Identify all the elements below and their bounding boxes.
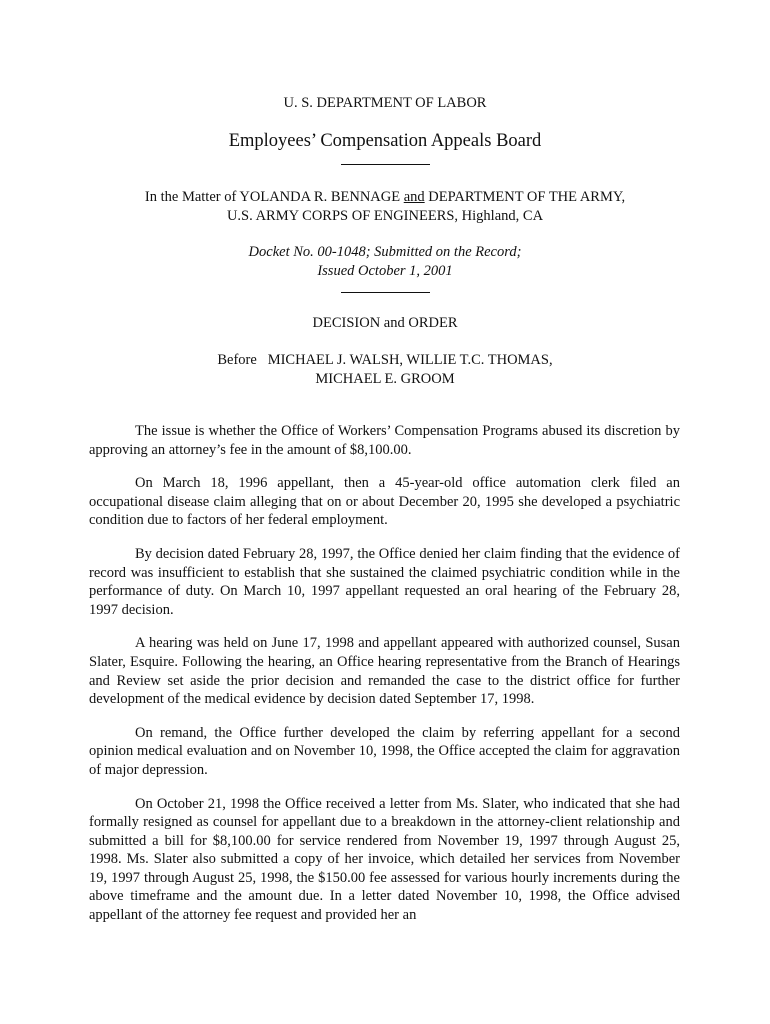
department-heading: U. S. DEPARTMENT OF LABOR <box>283 95 487 111</box>
decision-title: DECISION and ORDER <box>312 315 458 331</box>
docket-line-2: Issued October 1, 2001 <box>317 263 453 279</box>
docket-info <box>0 243 770 281</box>
panel-line-2: MICHAEL E. GROOM <box>315 371 455 387</box>
matter-suffix: DEPARTMENT OF THE ARMY, <box>424 189 626 205</box>
matter-caption <box>0 188 770 226</box>
panel-members <box>0 351 770 389</box>
title-divider <box>341 164 430 165</box>
matter-line-2: U.S. ARMY CORPS OF ENGINEERS, Highland, CA <box>226 208 544 224</box>
matter-and: and <box>403 189 425 205</box>
paragraph-hearing: A hearing was held on June 17, 1998 and appellant appeared with authorized counsel, Susan Slater, Esquire. Following the hearing, an Office hearing representative from the Branch of Hearings and Review set aside the prior decision and remanded the case to the district office for further development of the medical evidence by decision dated September 17, 1998. <box>89 635 680 708</box>
matter-line-1 <box>0 188 770 207</box>
docket-divider <box>341 292 430 293</box>
paragraph-remand: On remand, the Office further developed the claim by referring appellant for a second opinion medical evaluation and on November 10, 1998, the Office accepted the claim for aggravation of major depression. <box>89 724 680 778</box>
paragraph-issue: The issue is whether the Office of Workers’ Compensation Programs abused its discretion by approving an attorney’s fee in the amount of $8,100.00. <box>89 423 680 458</box>
matter-prefix: In the Matter of YOLANDA R. BENNAGE <box>144 189 404 205</box>
board-title: Employees’ Compensation Appeals Board <box>228 131 542 151</box>
panel-line-1: Before MICHAEL J. WALSH, WILLIE T.C. THOMAS, <box>217 352 553 368</box>
paragraph-claim: On March 18, 1996 appellant, then a 45-year-old office automation clerk filed an occupational disease claim alleging that on or about December 20, 1995 she developed a psychiatric condition due to factors of her federal employment. <box>89 475 680 529</box>
paragraph-fee: On October 21, 1998 the Office received a letter from Ms. Slater, who indicated that she had formally resigned as counsel for appellant due to a breakdown in the attorney-client relationship and submitted a bill for $8,100.00 for service rendered from November 19, 1997 through August 25, 1998. Ms. Slater also submitted a copy of her invoice, which detailed her services from November 19, 1997 through August 25, 1998, the $150.00 fee assessed for various hourly increments during the above timeframe and the amount due. In a letter dated November 10, 1998, the Office advised appellant of the attorney fee request and provided her an <box>89 795 680 924</box>
paragraph-denial: By decision dated February 28, 1997, the Office denied her claim finding that the evidence of record was insufficient to establish that she sustained the claimed psychiatric condition while in the performance of duty. On March 10, 1997 appellant requested an oral hearing of the February 28, 1997 decision. <box>89 545 680 618</box>
docket-line-1: Docket No. 00-1048; Submitted on the Record; <box>248 244 522 260</box>
decision-body <box>89 422 680 940</box>
